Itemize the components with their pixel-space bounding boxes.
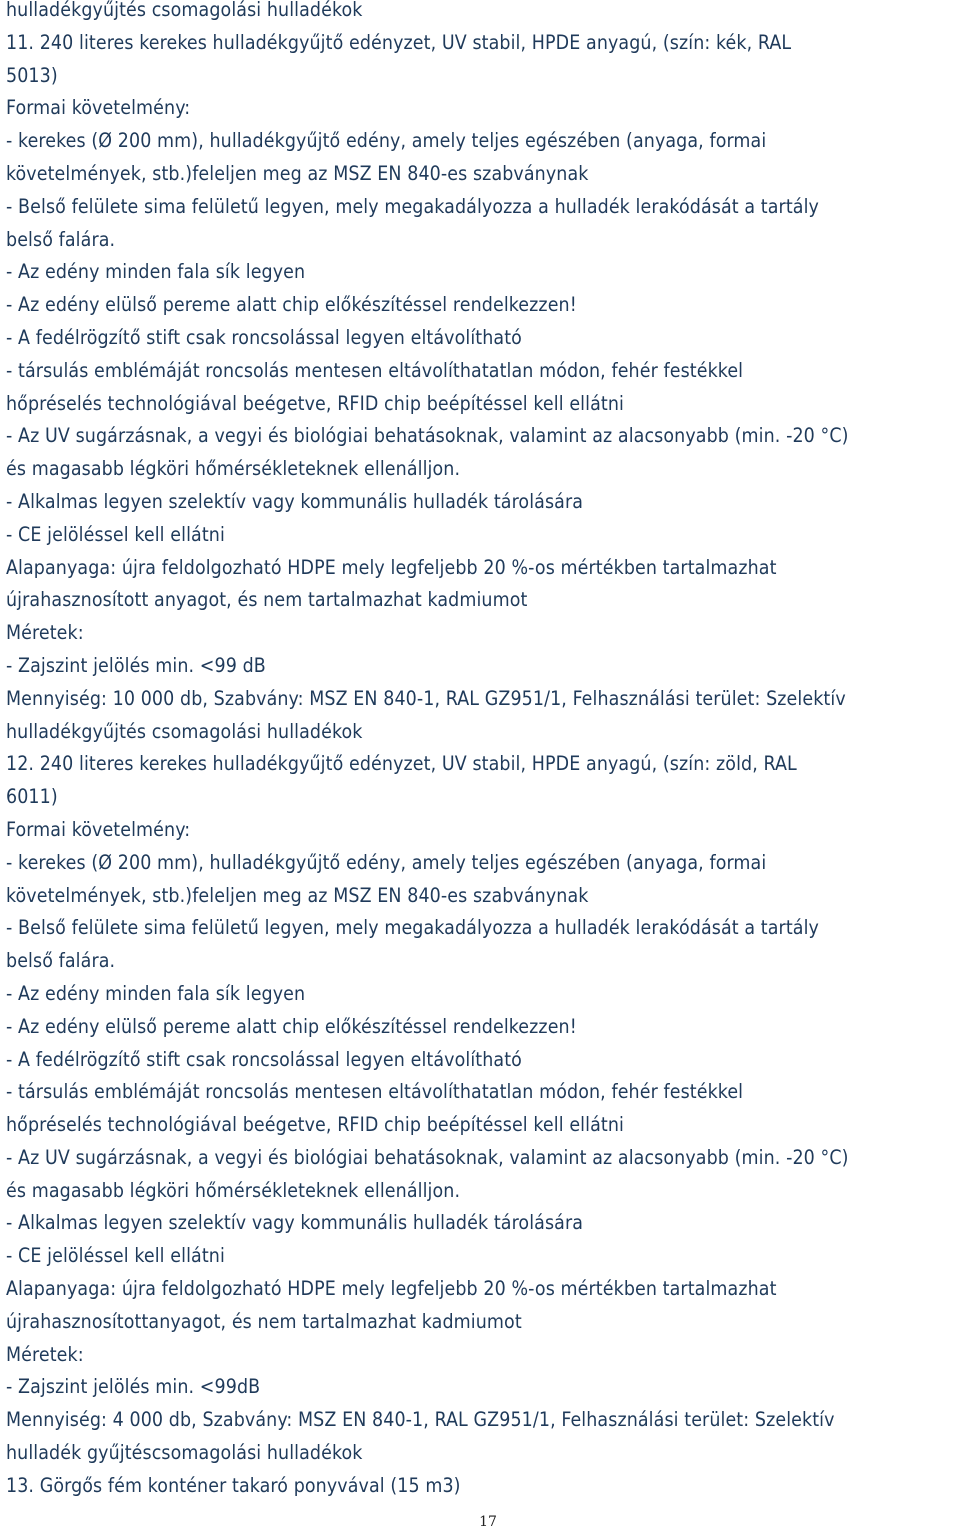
text-line: - A fedélrögzítő stift csak roncsolással legyen eltávolítható <box>6 1047 522 1071</box>
text-line: - társulás emblémáját roncsolás mentesen eltávolíthatatlan módon, fehér festékkel <box>6 1080 744 1104</box>
text-line: - Belső felülete sima felületű legyen, mely megakadályozza a hulladék lerakódását a tartály <box>6 916 819 940</box>
text-line: Mennyiség: 4 000 db, Szabvány: MSZ EN 840-1, RAL GZ951/1, Felhasználási terület: Szelektív <box>6 1408 835 1432</box>
text-line: hulladék gyűjtéscsomagolási hulladékok <box>6 1441 363 1465</box>
item-heading-12: 12. 240 literes kerekes hulladékgyűjtő edényzet, UV stabil, HPDE anyagú, (szín: zöld, RAL <box>6 752 797 776</box>
text-line: újrahasznosított anyagot, és nem tartalmazhat kadmiumot <box>6 588 528 612</box>
text-line: Alapanyaga: újra feldolgozható HDPE mely legfeljebb 20 %-os mértékben tartalmazhat <box>6 555 777 579</box>
text-line: 5013) <box>6 63 58 87</box>
text-line: követelmények, stb.)feleljen meg az MSZ EN 840-es szabványnak <box>6 883 589 907</box>
item-heading-11: 11. 240 literes kerekes hulladékgyűjtő edényzet, UV stabil, HPDE anyagú, (szín: kék, RAL <box>6 30 792 54</box>
text-line: hőpréselés technológiával beégetve, RFID chip beépítéssel kell ellátni <box>6 1113 624 1137</box>
text-line: - Alkalmas legyen szelektív vagy kommunális hulladék tárolására <box>6 1211 584 1235</box>
text-line: Alapanyaga: újra feldolgozható HDPE mely legfeljebb 20 %-os mértékben tartalmazhat <box>6 1277 777 1301</box>
text-line: - CE jelöléssel kell ellátni <box>6 522 225 546</box>
text-line: és magasabb légköri hőmérsékleteknek ellenálljon. <box>6 1178 461 1202</box>
text-line: belső falára. <box>6 227 116 251</box>
text-line: - Az edény minden fala sík legyen <box>6 981 306 1005</box>
text-line: - Az edény elülső pereme alatt chip előkészítéssel rendelkezzen! <box>6 1014 577 1038</box>
text-line: - Az UV sugárzásnak, a vegyi és biológiai behatásoknak, valamint az alacsonyabb (min. -20 °C) <box>6 424 849 448</box>
text-line: - Zajszint jelölés min. <99 dB <box>6 653 266 677</box>
text-line: hőpréselés technológiával beégetve, RFID chip beépítéssel kell ellátni <box>6 391 624 415</box>
text-line: - CE jelöléssel kell ellátni <box>6 1244 225 1268</box>
text-line: - A fedélrögzítő stift csak roncsolással legyen eltávolítható <box>6 325 522 349</box>
section-label: Méretek: <box>6 621 84 645</box>
text-line: - társulás emblémáját roncsolás mentesen eltávolíthatatlan módon, fehér festékkel <box>6 358 744 382</box>
section-label: Formai követelmény: <box>6 817 191 841</box>
item-heading-13: 13. Görgős fém konténer takaró ponyvával (15 m3) <box>6 1473 461 1497</box>
text-line: és magasabb légköri hőmérsékleteknek ellenálljon. <box>6 457 461 481</box>
text-line: - Alkalmas legyen szelektív vagy kommunális hulladék tárolására <box>6 489 584 513</box>
text-line: Mennyiség: 10 000 db, Szabvány: MSZ EN 840-1, RAL GZ951/1, Felhasználási terület: Szelektív <box>6 686 846 710</box>
text-line: hulladékgyűjtés csomagolási hulladékok <box>6 719 363 743</box>
text-line: - Zajszint jelölés min. <99dB <box>6 1375 261 1399</box>
text-line: - Belső felülete sima felületű legyen, mely megakadályozza a hulladék lerakódását a tartály <box>6 194 819 218</box>
section-label: Formai követelmény: <box>6 96 191 120</box>
text-line: - kerekes (Ø 200 mm), hulladékgyűjtő edény, amely teljes egészében (anyaga, formai <box>6 850 767 874</box>
text-line: - Az UV sugárzásnak, a vegyi és biológiai behatásoknak, valamint az alacsonyabb (min. -20 °C) <box>6 1145 849 1169</box>
text-line: - Az edény elülső pereme alatt chip előkészítéssel rendelkezzen! <box>6 293 577 317</box>
text-line: hulladékgyűjtés csomagolási hulladékok <box>6 0 363 21</box>
text-line: 6011) <box>6 785 58 809</box>
text-line: újrahasznosítottanyagot, és nem tartalmazhat kadmiumot <box>6 1309 522 1333</box>
document-body <box>6 0 960 1503</box>
section-label: Méretek: <box>6 1342 84 1366</box>
text-line: - kerekes (Ø 200 mm), hulladékgyűjtő edény, amely teljes egészében (anyaga, formai <box>6 129 767 153</box>
page-number: 17 <box>479 1514 497 1530</box>
text-line: belső falára. <box>6 949 116 973</box>
text-line: - Az edény minden fala sík legyen <box>6 260 306 284</box>
text-line: követelmények, stb.)feleljen meg az MSZ EN 840-es szabványnak <box>6 161 589 185</box>
